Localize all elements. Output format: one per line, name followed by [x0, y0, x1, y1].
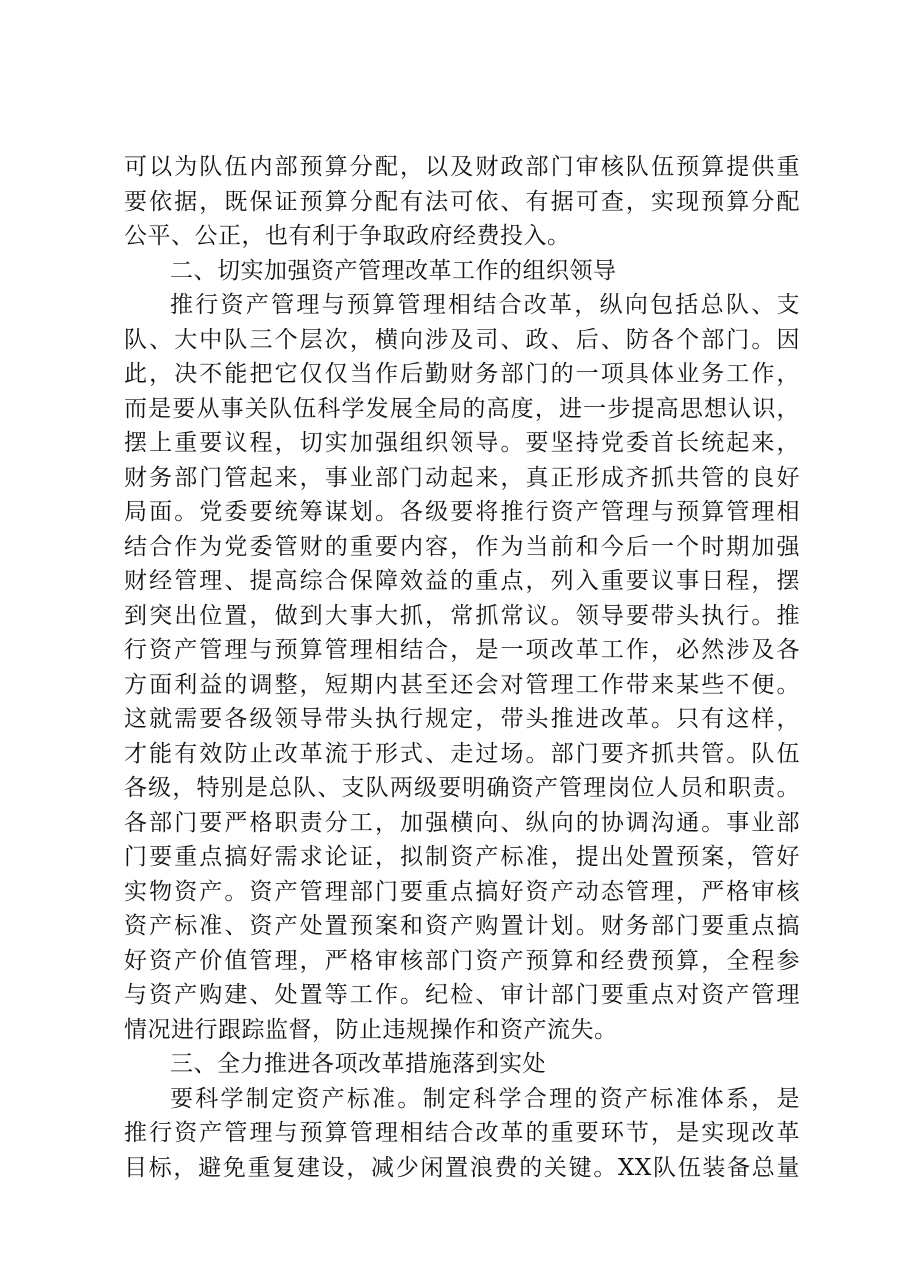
text-line: 摆上重要议程，切实加强组织领导。要坚持党委首长统起来， — [124, 430, 800, 456]
text-line: 这就需要各级领导带头执行规定，带头推进改革。只有这样， — [124, 706, 800, 732]
text-line: 各级，特别是总队、支队两级要明确资产管理岗位人员和职责。 — [124, 775, 800, 801]
text-line: 而是要从事关队伍科学发展全局的高度，进一步提高思想认识， — [124, 395, 800, 422]
text-line: 要依据，既保证预算分配有法可依、有据可查，实现预算分配 — [124, 188, 800, 215]
text-line: 方面利益的调整，短期内甚至还会对管理工作带来某些不便。 — [124, 671, 800, 698]
text-line: 财经管理、提高综合保障效益的重点，列入重要议事日程，摆 — [124, 568, 800, 594]
text-line: 资产标准、资产处置预案和资产购置计划。财务部门要重点搞 — [124, 913, 800, 939]
text-line: 局面。党委要统筹谋划。各级要将推行资产管理与预算管理相 — [124, 499, 800, 525]
text-line: 到突出位置，做到大事大抓，常抓常议。领导要带头执行。推 — [124, 602, 800, 629]
text-line: 公平、公正，也有利于争取政府经费投入。 — [124, 223, 571, 249]
text-line: 行资产管理与预算管理相结合，是一项改革工作，必然涉及各 — [124, 637, 800, 663]
text-line: 才能有效防止改革流于形式、走过场。部门要齐抓共管。队伍 — [124, 740, 800, 767]
text-line: 推行资产管理与预算管理相结合改革，纵向包括总队、支 — [170, 292, 800, 318]
text-line: 与资产购建、处置等工作。纪检、审计部门要重点对资产管理 — [124, 982, 800, 1008]
text-line: 财务部门管起来，事业部门动起来，真正形成齐抓共管的良好 — [124, 464, 800, 491]
text-line: 情况进行跟踪监督，防止违规操作和资产流失。 — [124, 1016, 618, 1043]
text-line: 结合作为党委管财的重要内容，作为当前和今后一个时期加强 — [124, 533, 800, 560]
text-line: 好资产价值管理，严格审核部门资产预算和经费预算，全程参 — [124, 947, 800, 974]
text-line: 目标，避免重复建设，减少闲置浪费的关键。XX队伍装备总量 — [124, 1154, 800, 1181]
text-line: 门要重点搞好需求论证，拟制资产标准，提出处置预案，管好 — [124, 844, 800, 870]
text-line: 推行资产管理与预算管理相结合改革的重要环节，是实现改革 — [124, 1120, 800, 1146]
text-line: 各部门要严格职责分工，加强横向、纵向的协调沟通。事业部 — [124, 809, 800, 836]
text-line: 此，决不能把它仅仅当作后勤财务部门的一项具体业务工作， — [124, 361, 800, 387]
document-page — [124, 150, 800, 1185]
text-line: 实物资产。资产管理部门要重点搞好资产动态管理，严格审核 — [124, 878, 800, 905]
section-heading: 二、切实加强资产管理改革工作的组织领导 — [170, 257, 617, 284]
section-heading: 三、全力推进各项改革措施落到实处 — [170, 1051, 546, 1077]
text-line: 要科学制定资产标准。制定科学合理的资产标准体系，是 — [170, 1085, 800, 1112]
text-line: 队、大中队三个层次，横向涉及司、政、后、防各个部门。因 — [124, 326, 800, 353]
text-line: 可以为队伍内部预算分配，以及财政部门审核队伍预算提供重 — [124, 154, 800, 180]
